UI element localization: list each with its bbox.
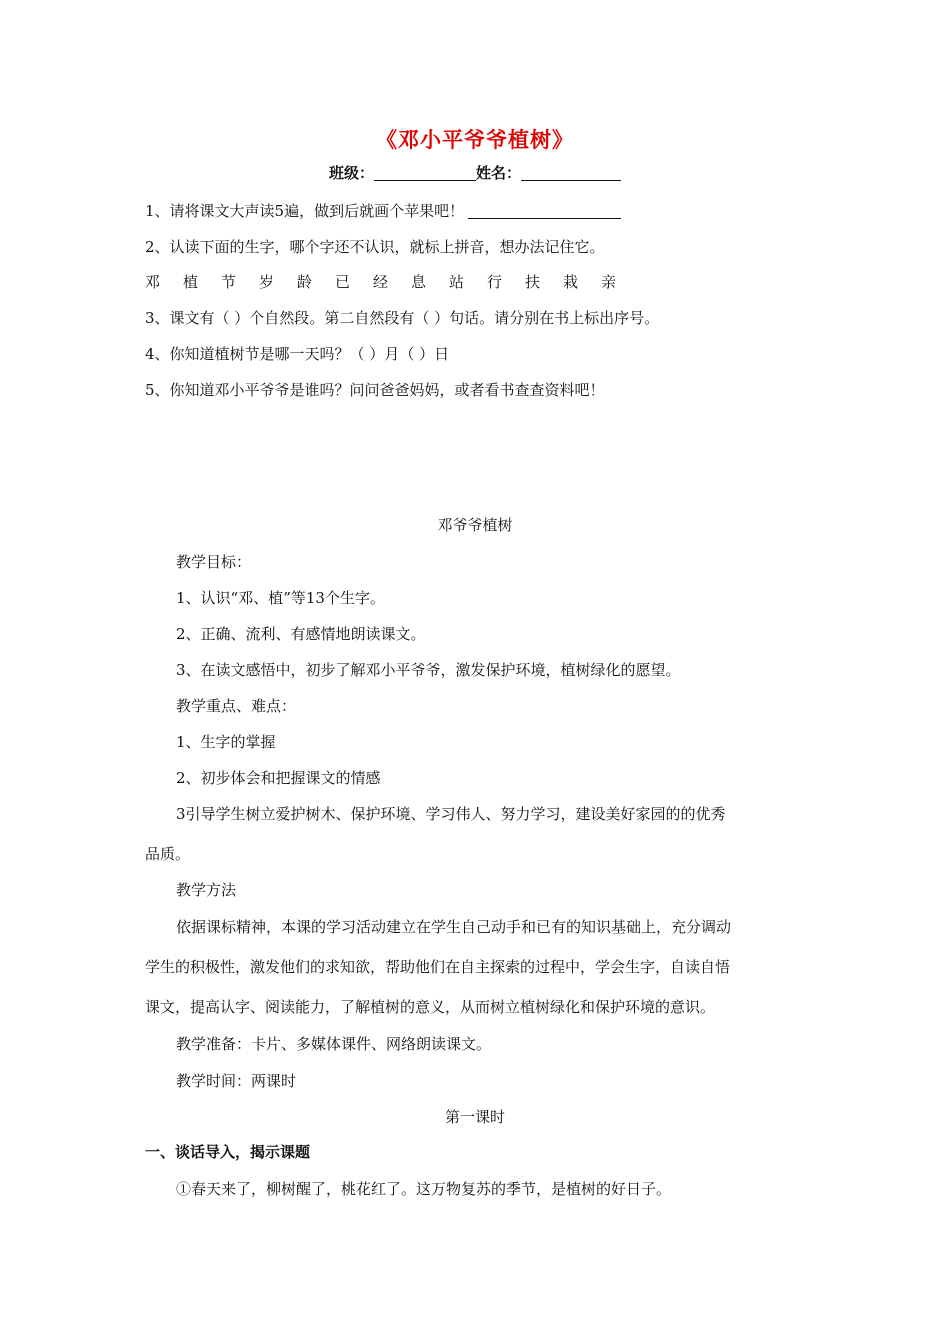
session-title: 第一课时: [444, 1108, 505, 1126]
goals-heading: 教学目标：: [176, 553, 252, 571]
class-label: 班级：: [328, 164, 374, 182]
method-line-2: 学生的积极性，激发他们的求知欲，帮助他们在自主探索的过程中，学会生字，自读自悟: [145, 958, 731, 976]
character: 龄: [297, 273, 313, 291]
character: 经: [373, 273, 389, 291]
character: 行: [487, 273, 503, 291]
prep-line: 教学准备：卡片、多媒体课件、网络朗读课文。: [176, 1035, 492, 1053]
section-1-heading: 一、谈话导入，揭示课题: [145, 1143, 311, 1161]
question-1: [145, 200, 621, 221]
character: 站: [449, 273, 465, 291]
character: 扶: [525, 273, 541, 291]
character: 栽: [563, 273, 579, 291]
focus-heading: 教学重点、难点：: [176, 697, 297, 715]
class-name-line: [0, 162, 950, 183]
focus-2: 2、初步体会和把握课文的情感: [176, 769, 381, 787]
character: 亲: [601, 273, 617, 291]
character: 岁: [259, 273, 275, 291]
method-heading: 教学方法: [176, 881, 237, 899]
character: 节: [221, 273, 237, 291]
focus-1: 1、生字的掌握: [176, 733, 276, 751]
name-label: 姓名：: [476, 164, 522, 182]
question-2: 2、认读下面的生字，哪个字还不认识，就标上拼音，想办法记住它。: [145, 238, 605, 256]
method-line-3: 课文，提高认字、阅读能力，了解植树的意义，从而树立植树绿化和保护环境的意识。: [145, 998, 716, 1016]
focus-3-line-2: 品质。: [145, 845, 191, 863]
character-list: [145, 271, 639, 292]
character: 植: [183, 273, 199, 291]
goal-2: 2、正确、流利、有感情地朗读课文。: [176, 625, 426, 643]
class-blank[interactable]: [374, 165, 476, 181]
question-5: 5、你知道邓小平爷爷是谁吗？问问爸爸妈妈，或者看书查查资料吧！: [145, 381, 605, 399]
character: 邓: [145, 273, 161, 291]
character: 已: [335, 273, 351, 291]
goal-3: 3、在读文感悟中，初步了解邓小平爷爷，激发保护环境，植树绿化的愿望。: [176, 661, 681, 679]
focus-3-line-1: 3引导学生树立爱护树木、保护环境、学习伟人、努力学习，建设美好家园的的优秀: [176, 805, 726, 823]
character: 息: [411, 273, 427, 291]
method-line-1: 依据课标精神，本课的学习活动建立在学生自己动手和已有的知识基础上，充分调动: [176, 918, 732, 936]
worksheet-title: 《邓小平爷爷植树》: [376, 127, 574, 152]
paragraph-1: ①春天来了，柳树醒了，桃花红了。这万物复苏的季节，是植树的好日子。: [176, 1180, 672, 1198]
question-4: 4、你知道植树节是哪一天吗？（ ）月（ ）日: [145, 345, 450, 363]
goal-1: 1、认识“邓、植”等13个生字。: [176, 589, 385, 607]
time-line: 教学时间：两课时: [176, 1072, 297, 1090]
name-blank[interactable]: [521, 165, 621, 181]
lesson-title: 邓爷爷植树: [437, 516, 513, 534]
question-3: 3、课文有（ ）个自然段。第二自然段有（ ）句话。请分别在书上标出序号。: [145, 309, 660, 327]
apple-blank[interactable]: [468, 203, 621, 219]
question-1-text: 1、请将课文大声读5遍，做到后就画个苹果吧！: [145, 202, 465, 220]
